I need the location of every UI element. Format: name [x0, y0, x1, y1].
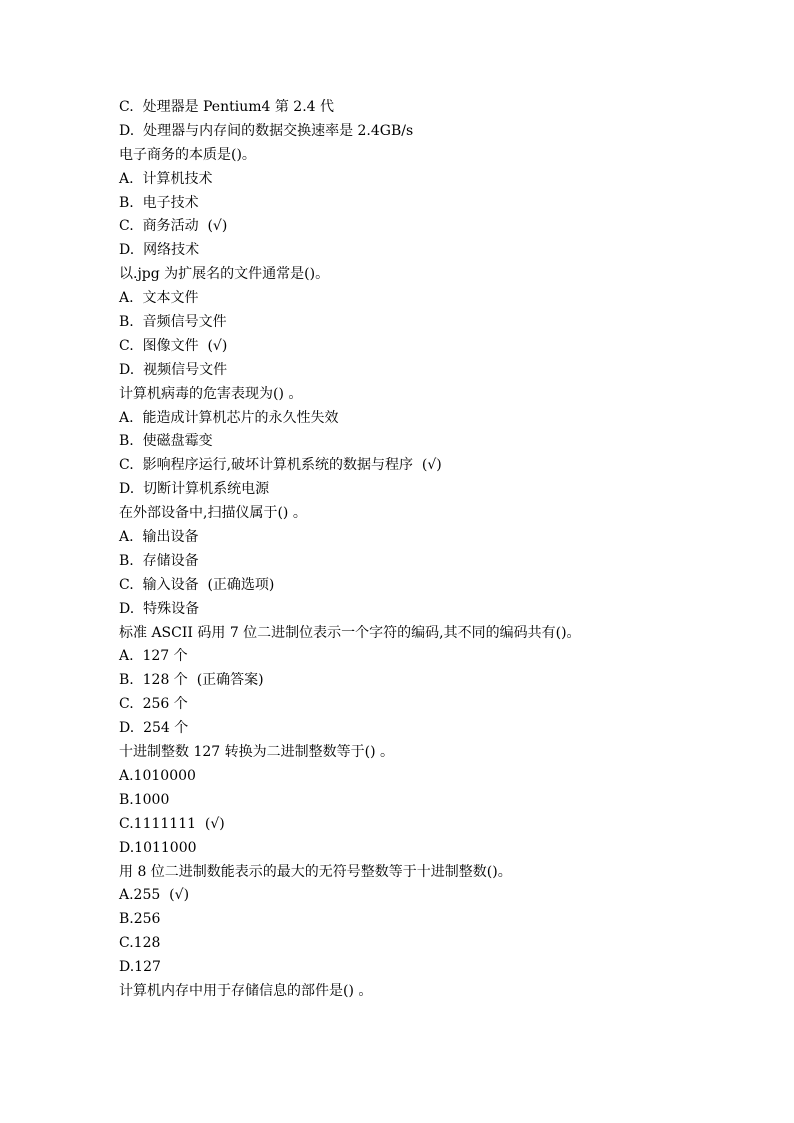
answer-option: A. 输出设备 [119, 529, 199, 546]
answer-option: D. 254 个 [119, 720, 189, 737]
question-text: 标准 ASCII 码用 7 位二进制位表示一个字符的编码,其不同的编码共有()。 [119, 624, 581, 641]
answer-option: D. 特殊设备 [119, 600, 200, 617]
question-text: 用 8 位二进制数能表示的最大的无符号整数等于十进制整数()。 [119, 863, 512, 880]
answer-option: A. 计算机技术 [119, 170, 213, 187]
answer-option: D.127 [119, 959, 161, 976]
answer-option: C. 商务活动 (√) [119, 218, 228, 235]
answer-option: A.255 (√) [119, 887, 190, 904]
answer-option: D. 网络技术 [119, 242, 200, 259]
answer-option: B.1000 [119, 791, 170, 808]
question-text: 计算机内存中用于存储信息的部件是() 。 [119, 982, 373, 999]
answer-option: B. 音频信号文件 [119, 314, 227, 331]
answer-option: D. 切断计算机系统电源 [119, 481, 270, 498]
answer-option: A. 文本文件 [119, 290, 199, 307]
answer-option: B. 电子技术 [119, 194, 199, 211]
answer-option: A.1010000 [119, 767, 196, 784]
answer-option: B. 存储设备 [119, 552, 199, 569]
question-text: 十进制整数 127 转换为二进制整数等于() 。 [119, 744, 394, 761]
question-list [119, 96, 679, 1004]
answer-option: D. 视频信号文件 [119, 361, 228, 378]
question-text: 计算机病毒的危害表现为() 。 [119, 385, 303, 402]
answer-option: C. 256 个 [119, 696, 188, 713]
answer-option: A. 127 个 [119, 648, 188, 665]
answer-option: D.1011000 [119, 839, 197, 856]
answer-option: D. 处理器与内存间的数据交换速率是 2.4GB/s [119, 122, 414, 139]
answer-option: B.256 [119, 911, 161, 928]
answer-option: A. 能造成计算机芯片的永久性失效 [119, 409, 339, 426]
answer-option: C. 输入设备 (正确选项) [119, 576, 275, 593]
answer-option: B. 使磁盘霉变 [119, 433, 213, 450]
question-text: 以.jpg 为扩展名的文件通常是()。 [119, 266, 330, 283]
answer-option: C. 处理器是 Pentium4 第 2.4 代 [119, 99, 335, 115]
answer-option: C.1111111 (√) [119, 815, 225, 832]
answer-option: B. 128 个 (正确答案) [119, 672, 264, 689]
answer-option: C. 图像文件 (√) [119, 337, 228, 354]
question-text: 电子商务的本质是()。 [119, 146, 256, 163]
answer-option: C.128 [119, 935, 161, 952]
question-text: 在外部设备中,扫描仪属于() 。 [119, 505, 307, 522]
answer-option: C. 影响程序运行,破坏计算机系统的数据与程序 (√) [119, 457, 442, 474]
